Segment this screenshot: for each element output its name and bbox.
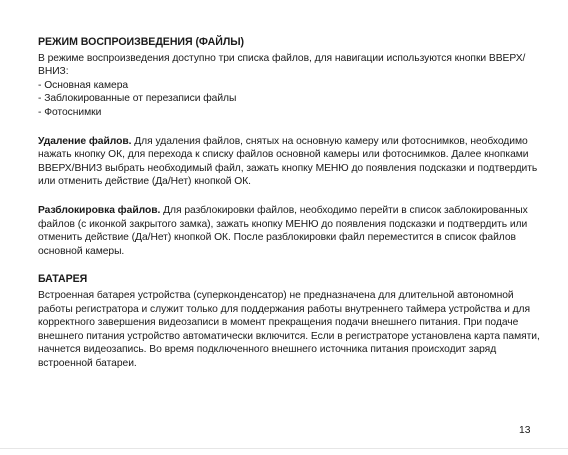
- unlock-files-text: Для разблокировки файлов, необходимо перейти в список заблокированных файлов (с иконкой закрытого замка), зажать кнопку МЕНЮ до появления подсказки и подтвердить или отменить действие (Да/Нет) кнопкой ОК. После разблокировки файл переместится в список файлов основной камеры.: [38, 204, 528, 257]
- delete-files-text: Для удаления файлов, снятых на основную камеру или фотоснимков, необходимо нажать кнопку ОК, для перехода к списку файлов основной камеры или фотоснимков. Далее кнопками ВВЕРХ/ВНИЗ выбрать необходимый файл, зажать кнопку МЕНЮ до появления подсказки и подтвердить или отменить действие (Да/Нет) кнопкой ОК.: [38, 135, 538, 188]
- unlock-files-lead: Разблокировка файлов.: [38, 204, 161, 216]
- delete-files-paragraph: [38, 135, 550, 189]
- playback-file-lists: [38, 79, 550, 120]
- battery-paragraph: Встроенная батарея устройства (суперконденсатор) не предназначена для длительной автономной работы регистратора и служит только для поддержания работы внутреннего таймера устройства и для корректного завершения видеозаписи в момент прекращения подачи внешнего питания. При подаче внешнего питания устройство автоматически включится. Если в регистраторе установлена карта памяти, начнется видеозапись. Во время подключенного внешнего источника питания происходит заряд встроенной батареи.: [38, 289, 540, 369]
- playback-mode-intro: В режиме воспроизведения доступно три списка файлов, для навигации используются кнопки ВВЕРХ/ВНИЗ:: [38, 52, 526, 78]
- list-item-photos: - Фотоснимки: [38, 106, 102, 118]
- delete-files-lead: Удаление файлов.: [38, 135, 132, 147]
- playback-mode-heading: РЕЖИМ ВОСПРОИЗВЕДЕНИЯ (ФАЙЛЫ): [38, 36, 245, 48]
- list-item-main-camera: - Основная камера: [38, 79, 129, 91]
- page-number: 13: [519, 425, 531, 436]
- unlock-files-paragraph: [38, 204, 550, 258]
- manual-page-content: [38, 36, 550, 370]
- list-item-locked-files: - Заблокированные от перезаписи файлы: [38, 93, 237, 105]
- battery-heading: БАТАРЕЯ: [38, 273, 88, 286]
- page-bottom-divider: [0, 448, 568, 449]
